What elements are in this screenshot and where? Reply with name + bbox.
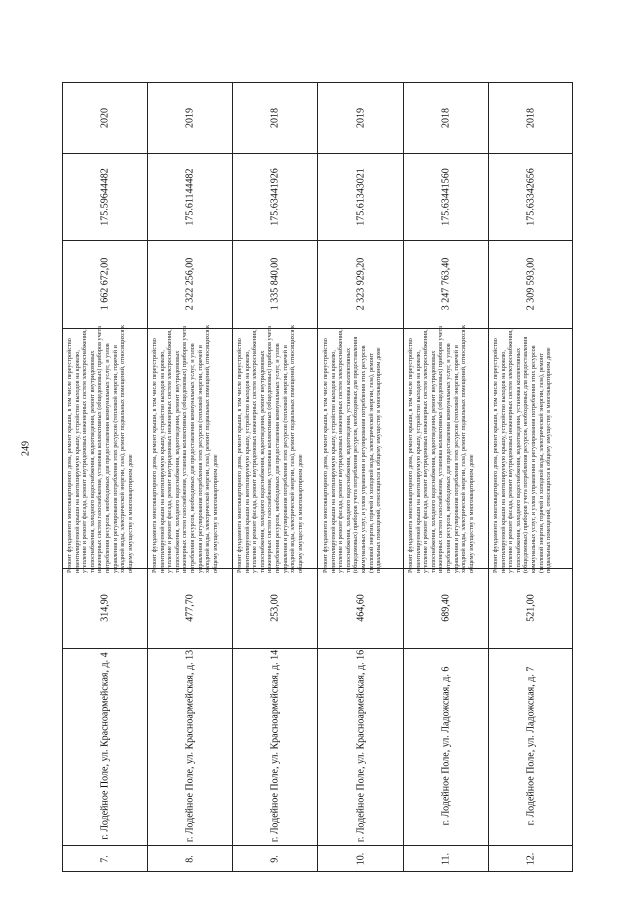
row-number-cell: 10. [355,852,367,866]
code-cell: 175.63342656 [525,168,537,226]
page-number: 249 [20,441,32,456]
description-cell [407,323,485,573]
work-description: Ремонт фундамента многоквартирного дома, ремонт крыши, в том числе переустройство невентилируемой крыши на вентилируемую крышу, устройство выходов на кровлю, утепление и ремонт фасада, ремонт внутридомовых инженерных систем электроснабжения, теплоснабжения, холодного водоснабжения, водоотведения, ремонт внутридомовых инженерных систем газоснабжения, установка коллективных (общедомовых) приборов учета потребления ресурсов, необходимых для предоставления коммунальных услуг, и узлов управления и регулирования потребления этих ресурсов (тепловой энергии, горячей и холодной воды, электрической энергии, газа), ремонт подвальных помещений, относящихся к общему имуществу в многоквартирном доме [406,325,475,573]
description-cell [66,323,144,573]
cost-cell: 1 662 672,00 [99,257,111,311]
description-cell [236,323,314,573]
cost-cell: 3 247 763,40 [440,257,452,311]
area-cell: 253,00 [269,594,281,622]
address-cell: г. Лодейное Поле, ул. Красноармейская, д. 16 [355,649,367,843]
table-row [489,83,574,871]
code-cell: 175.61343021 [355,168,367,226]
year-cell: 2019 [184,108,196,128]
table-row [233,83,318,871]
cost-cell: 2 309 593,00 [525,257,537,311]
work-description: Ремонт фундамента многоквартирного дома, ремонт крыши, в том числе переустройство невентилируемой крыши на вентилируемую крышу, устройство выходов на кровлю, утепление и ремонт фасада, ремонт внутридомовых инженерных систем электроснабжения, теплоснабжения, холодного водоснабжения, водоотведения, ремонт внутридомовых инженерных систем газоснабжения, установка коллективных (общедомовых) приборов учета потребления ресурсов, необходимых для предоставления коммунальных услуг, и узлов управления и регулирования потребления этих ресурсов (тепловой энергии, горячей и холодной воды, электрической энергии, газа), ремонт подвальных помещений, относящихся к общему имуществу в многоквартирном доме [151,325,219,573]
row-number-cell: 12. [525,852,537,866]
row-number-cell: 9. [269,855,281,863]
table-row [63,83,148,871]
area-cell: 689,40 [440,594,452,622]
row-number-cell: 8. [184,855,196,863]
work-description: Ремонт фундамента многоквартирного дома, ремонт крыши, в том числе переустройство невентилируемой крыши на вентилируемую крышу, устройство выходов на кровлю, утепление и ремонт фасада, ремонт внутридомовых инженерных систем электроснабжения, теплоснабжения, холодного водоснабжения, водоотведения, ремонт внутридомовых инженерных систем газоснабжения, установка коллективных (общедомовых) приборов учета потребления ресурсов, необходимых для предоставления коммунальных услуг, и узлов управления и регулирования потребления этих ресурсов (тепловой энергии, горячей и холодной воды, электрической энергии, газа), ремонт подвальных помещений, относящихся к общему имуществу в многоквартирном доме [236,325,305,573]
address-cell: г. Лодейное Поле, ул. Красноармейская, д. 13 [184,649,196,843]
area-cell: 314,90 [99,594,111,622]
cost-cell: 2 322 256,00 [184,257,196,311]
area-cell: 521,00 [525,594,537,622]
cost-cell: 1 335 840,00 [269,257,281,311]
description-cell [322,323,400,573]
work-description: Ремонт фундамента многоквартирного дома, ремонт крыши, в том числе переустройство невентилируемой крыши на вентилируемую крышу, устройство выходов на кровлю, утепление и ремонт фасада, ремонт внутридомовых инженерных систем электроснабжения, теплоснабжения, холодного водоснабжения, водоотведения, ремонт внутридомовых инженерных систем газоснабжения, установка коллективных (общедомовых) приборов учета потребления ресурсов, необходимых для предоставления коммунальных услуг, и узлов управления и регулирования потребления этих ресурсов (тепловой энергии, горячей и холодной воды, электрической энергии, газа), ремонт подвальных помещений, относящихся к общему имуществу в многоквартирном доме [66,325,134,573]
table-row [404,83,489,871]
work-description: Ремонт фундамента многоквартирного дома, ремонт крыши, в том числе переустройство невентилируемой крыши на вентилируемую крышу, устройство выходов на кровлю, утепление и ремонт фасада, ремонт внутридомовых инженерных систем электроснабжения, теплоснабжения, холодного водоснабжения, водоотведения, установка коллективных (общедомовых) приборов учета потребления ресурсов, необходимых для предоставления коммунальных услуг, и узлов управления и регулирования потребления этих ресурсов (тепловой энергии, горячей и холодной воды, электрической энергии, газа), ремонт подвальных помещений, относящихся к общему имуществу в многоквартирном доме [321,329,382,573]
year-cell: 2019 [355,108,367,128]
year-cell: 2018 [269,108,281,128]
cost-cell: 2 323 929,20 [355,257,367,311]
address-cell: г. Лодейное Поле, ул. Ладожская, д. 7 [525,666,537,826]
area-cell: 477,70 [184,594,196,622]
work-description: Ремонт фундамента многоквартирного дома, ремонт крыши, в том числе переустройство невентилируемой крыши на вентилируемую крышу, устройство выходов на кровлю, утепление и ремонт фасада, ремонт внутридомовых инженерных систем электроснабжения, теплоснабжения, холодного водоснабжения, водоотведения, установка коллективных (общедомовых) приборов учета потребления ресурсов, необходимых для предоставления коммунальных услуг, и узлов управления и регулирования потребления этих ресурсов (тепловой энергии, горячей и холодной воды, электрической энергии, газа), ремонт подвальных помещений, относящихся к общему имуществу в многоквартирном доме [492,329,553,573]
code-cell: 175.63441926 [269,168,281,226]
address-cell: г. Лодейное Поле, ул. Ладожская, д. 6 [440,666,452,826]
area-cell: 464,60 [355,594,367,622]
row-number-cell: 7. [99,855,111,863]
address-cell: г. Лодейное Поле, ул. Красноармейская, д. 14 [269,649,281,843]
table-row [319,83,404,871]
year-cell: 2020 [99,108,111,128]
capital-repair-table [62,82,573,872]
year-cell: 2018 [440,108,452,128]
description-cell [492,323,570,573]
code-cell: 175.61144482 [184,168,196,226]
row-number-cell: 11. [440,852,452,866]
year-cell: 2018 [525,108,537,128]
code-cell: 175.63441560 [440,168,452,226]
code-cell: 175.59644482 [99,168,111,226]
table-row [148,83,233,871]
address-cell: г. Лодейное Поле, ул. Красноармейская, д. 4 [99,652,111,840]
description-cell [151,323,229,573]
